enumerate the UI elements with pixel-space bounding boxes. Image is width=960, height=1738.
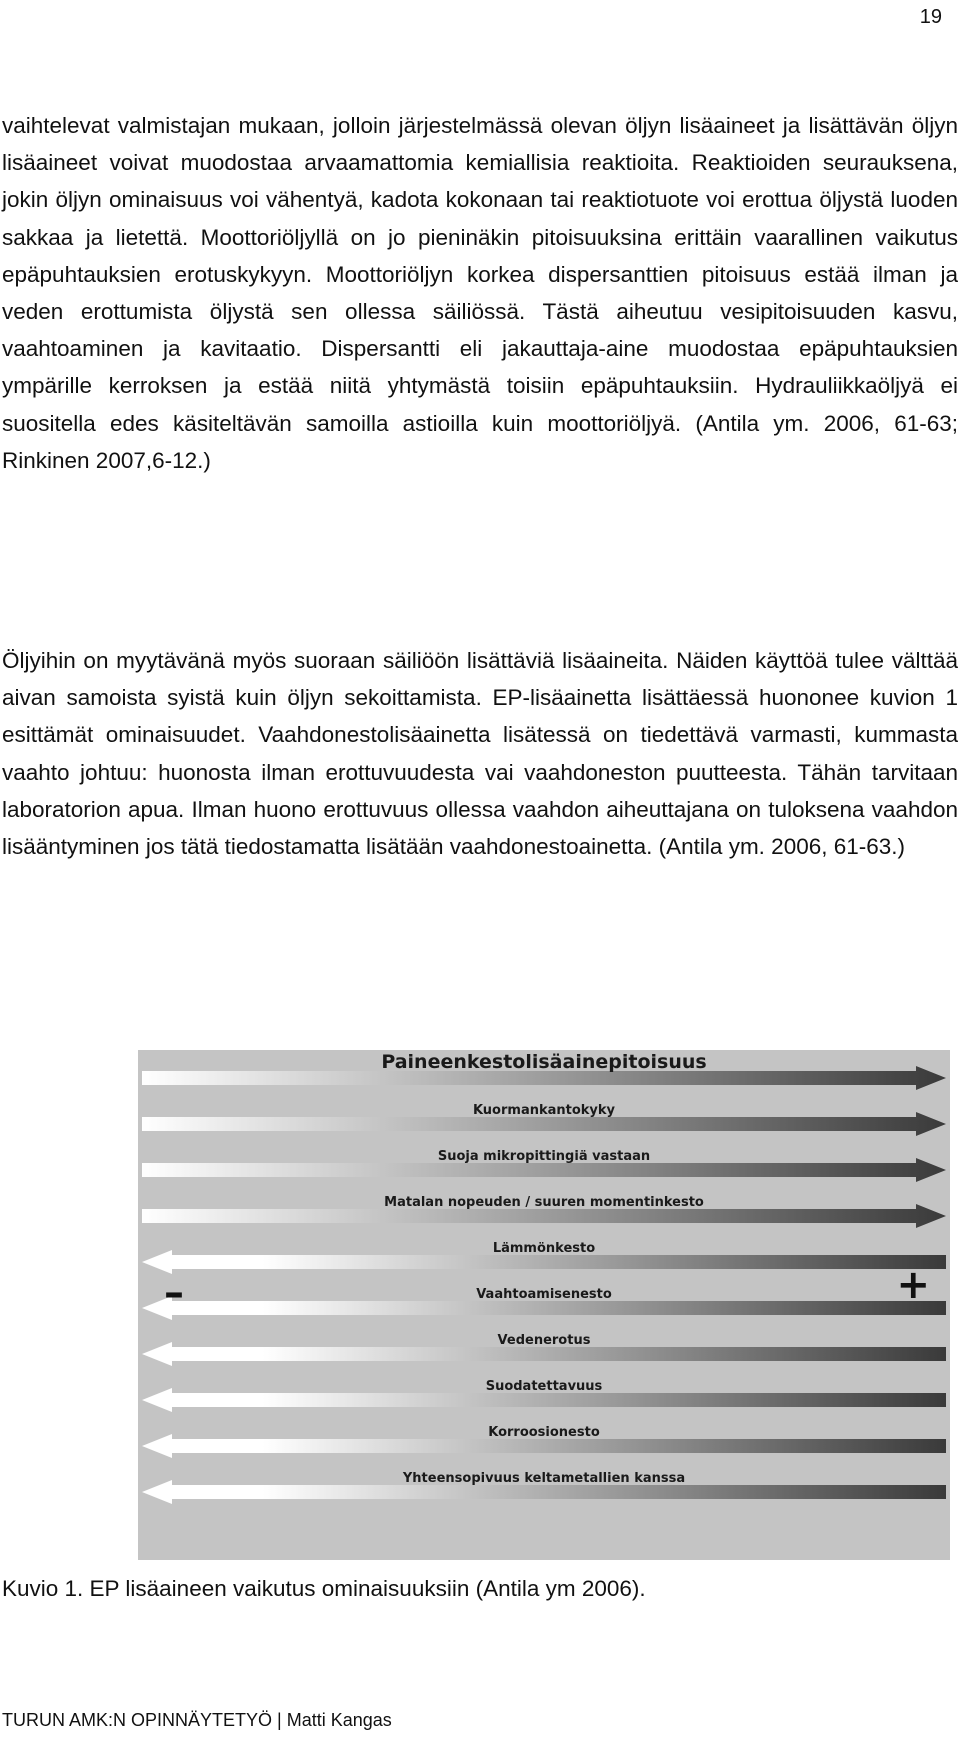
paragraph-1: vaihtelevat valmistajan mukaan, jolloin järjestelmässä olevan öljyn lisäaineet ja lisättävän öljyn lisäaineet voivat muodostaa arvaamattomia kemiallisia reaktioita. Reaktioiden seurauksena, jokin öljyn ominaisuus voi vähentyä, kadota kokonaan tai reaktiotuote voi erottua öljystä luoden sakkaa ja lietettä. Moottoriöljyllä on jo pieninäkin pitoisuuksina erittäin vaarallinen vaikutus epäpuhtauksien erotuskykyyn. Moottoriöljyn korkea dispersanttien pitoisuus estää ilman ja veden erottumista öljystä sen ollessa säiliössä. Tästä aiheutuu vesipitoisuuden kasvu, vaahtoaminen ja kavitaatio. Dispersantti eli jakauttaja-aine muodostaa epäpuhtauksien ympärille kerroksen ja estää niitä yhtymästä toisiin epäpuhtauksiin. Hydrauliikkaöljyä ei suositella edes käsiteltävän samoilla astioilla kuin moottoriöljyä. (Antila ym. 2006, 61-63; Rinkinen 2007,6-12.) <box>2 113 958 473</box>
figure-arrow <box>142 1195 946 1228</box>
figure-caption: Kuvio 1. EP lisäaineen vaikutus ominaisuuksiin (Antila ym 2006). <box>2 1576 646 1601</box>
figure-arrow <box>142 1333 946 1366</box>
minus-sign: – <box>164 1270 184 1316</box>
page-number: 19 <box>919 6 942 28</box>
plus-sign: + <box>896 1262 930 1308</box>
figure-arrow <box>142 1425 946 1458</box>
figure-arrow <box>142 1051 946 1090</box>
arrow-label: Kuormankantokyky <box>472 1103 616 1118</box>
figure-arrow <box>142 1241 946 1274</box>
arrow-label: Korroosionesto <box>488 1425 600 1440</box>
figure-arrow <box>142 1103 946 1136</box>
figure-arrow <box>142 1379 946 1412</box>
arrow-label: Matalan nopeuden / suuren momentinkesto <box>384 1195 704 1210</box>
page-footer: TURUN AMK:N OPINNÄYTETYÖ | Matti Kangas <box>2 1710 392 1730</box>
arrow-label: Vaahtoamisenesto <box>476 1287 612 1302</box>
arrow-label: Suoja mikropittingiä vastaan <box>437 1149 651 1164</box>
paragraph-2: Öljyihin on myytävänä myös suoraan säiliöön lisättäviä lisäaineita. Näiden käyttöä tulee välttää aivan samoista syistä kuin öljyn sekoittamista. EP-lisäainetta lisättäessä huononee kuvion 1 esittämät ominaisuudet. Vaahdonestolisäainetta lisätessä on tiedettävä varmasti, kummasta vaahto johtuu: huonosta ilman erottuvuudesta vai vaahdoneston puutteesta. Tähän tarvitaan laboratorion apua. Ilman huono erottuvuus ollessa vaahdon aiheuttajana on tuloksena vaahdon lisääntyminen jos tätä tiedostamatta lisätään vaahdonestoainetta. (Antila ym. 2006, 61-63.) <box>2 648 958 860</box>
figure-arrow <box>142 1149 946 1182</box>
figure-arrow <box>142 1287 946 1320</box>
arrow-label: Paineenkestolisäainepitoisuus <box>381 1051 707 1073</box>
arrow-label: Suodatettavuus <box>485 1379 603 1394</box>
figure-1 <box>138 1050 950 1560</box>
figure-arrows <box>138 1050 950 1560</box>
arrow-label: Yhteensopivuus keltametallien kanssa <box>402 1471 686 1486</box>
arrow-label: Vedenerotus <box>497 1333 591 1348</box>
figure-arrow <box>142 1471 946 1504</box>
arrow-label: Lämmönkesto <box>492 1241 596 1256</box>
